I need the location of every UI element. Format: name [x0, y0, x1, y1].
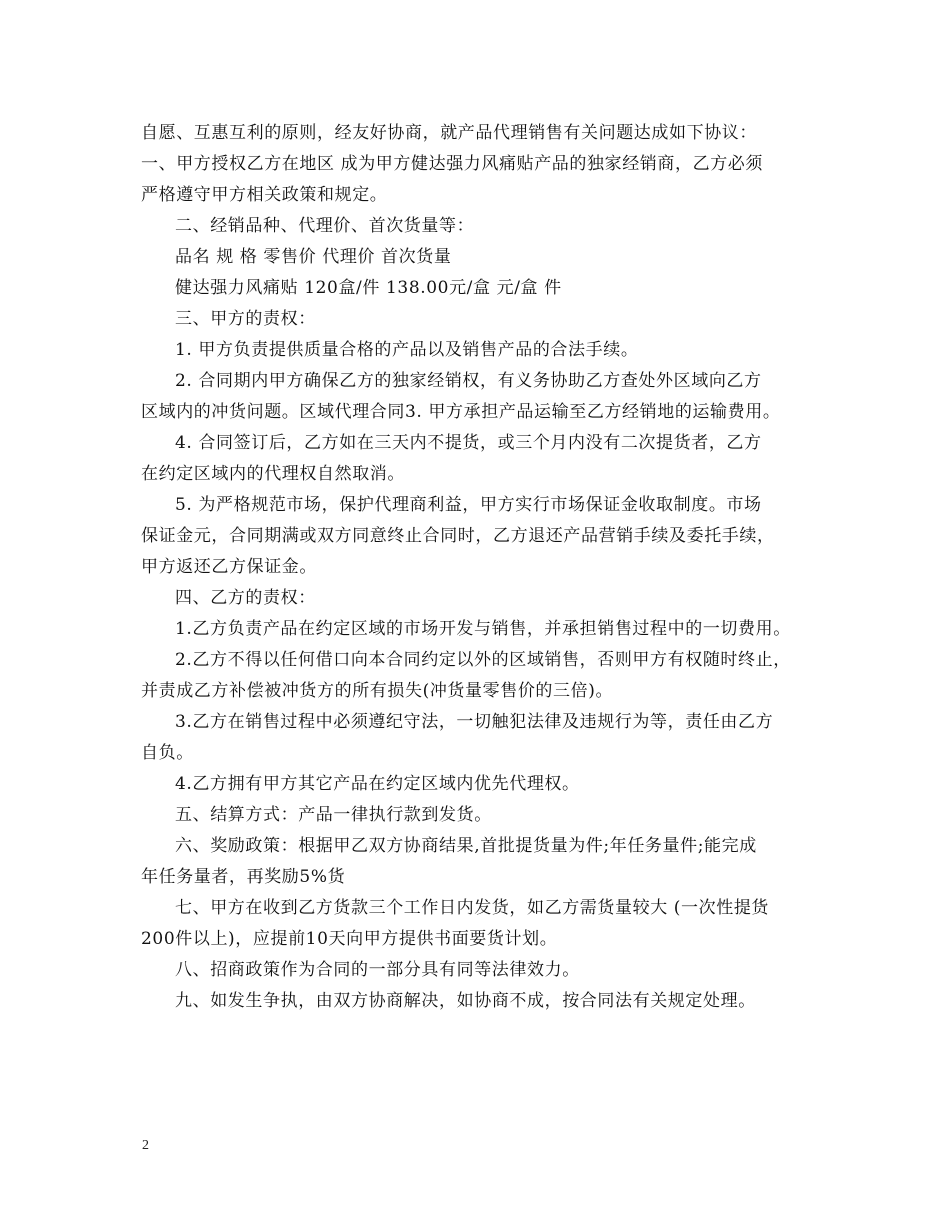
text-line: 4.乙方拥有甲方其它产品在约定区域内优先代理权。: [175, 774, 580, 794]
text-line: 五、结算方式：产品一律执行款到发货。: [175, 805, 492, 825]
text-line: 年任务量者，再奖励5%货: [141, 867, 346, 887]
document-body: [141, 118, 821, 1017]
text-line: 并责成乙方补偿被冲货方的所有损失(冲货量零售价的三倍)。: [141, 681, 614, 701]
page-number: 2: [142, 1138, 149, 1153]
text-line: 三、甲方的责权：: [175, 309, 316, 329]
text-line: 七、甲方在收到乙方货款三个工作日内发货，如乙方需货量较大 (一次性提货: [175, 898, 770, 918]
text-line: 1.乙方负责产品在约定区域的市场开发与销售，并承担销售过程中的一切费用。: [175, 619, 791, 639]
text-line: 自负。: [141, 743, 194, 763]
text-line: 六、奖励政策：根据甲乙双方协商结果,首批提货量为件;年任务量件;能完成: [175, 836, 757, 856]
text-line: 甲方返还乙方保证金。: [141, 557, 317, 577]
text-line: 2.乙方不得以任何借口向本合同约定以外的区域销售，否则甲方有权随时终止，: [175, 650, 791, 670]
text-line: 健达强力风痛贴 120盒/件 138.00元/盒 元/盒 件: [175, 278, 562, 298]
text-line: 二、经销品种、代理价、首次货量等：: [175, 216, 475, 236]
text-line: 严格遵守甲方相关政策和规定。: [141, 185, 388, 205]
text-line: 品名 规 格 零售价 代理价 首次货量: [175, 247, 452, 267]
text-line: 四、乙方的责权：: [175, 588, 316, 608]
text-line: 在约定区域内的代理权自然取消。: [141, 464, 405, 484]
text-line: 保证金元，合同期满或双方同意终止合同时，乙方退还产品营销手续及委托手续，: [141, 526, 775, 546]
text-line: 区域内的冲货问题。区域代理合同3. 甲方承担产品运输至乙方经销地的运输费用。: [141, 402, 781, 422]
text-line: 2. 合同期内甲方确保乙方的独家经销权，有义务协助乙方查处外区域向乙方: [175, 371, 762, 391]
text-line: 1. 甲方负责提供质量合格的产品以及销售产品的合法手续。: [175, 340, 639, 360]
text-line: 3.乙方在销售过程中必须遵纪守法，一切触犯法律及违规行为等，责任由乙方: [175, 712, 774, 732]
text-line: 200件以上)，应提前10天向甲方提供书面要货计划。: [141, 929, 558, 949]
text-line: 自愿、互惠互利的原则，经友好协商，就产品代理销售有关问题达成如下协议：: [141, 123, 757, 143]
text-line: 八、招商政策作为合同的一部分具有同等法律效力。: [175, 960, 580, 980]
text-line: 九、如发生争执，由双方协商解决，如协商不成，按合同法有关规定处理。: [175, 991, 756, 1011]
text-line: 5. 为严格规范市场，保护代理商利益，甲方实行市场保证金收取制度。市场: [175, 495, 762, 515]
text-line: 一、甲方授权乙方在地区 成为甲方健达强力风痛贴产品的独家经销商，乙方必须: [141, 154, 764, 174]
text-line: 4. 合同签订后，乙方如在三天内不提货，或三个月内没有二次提货者，乙方: [175, 433, 762, 453]
